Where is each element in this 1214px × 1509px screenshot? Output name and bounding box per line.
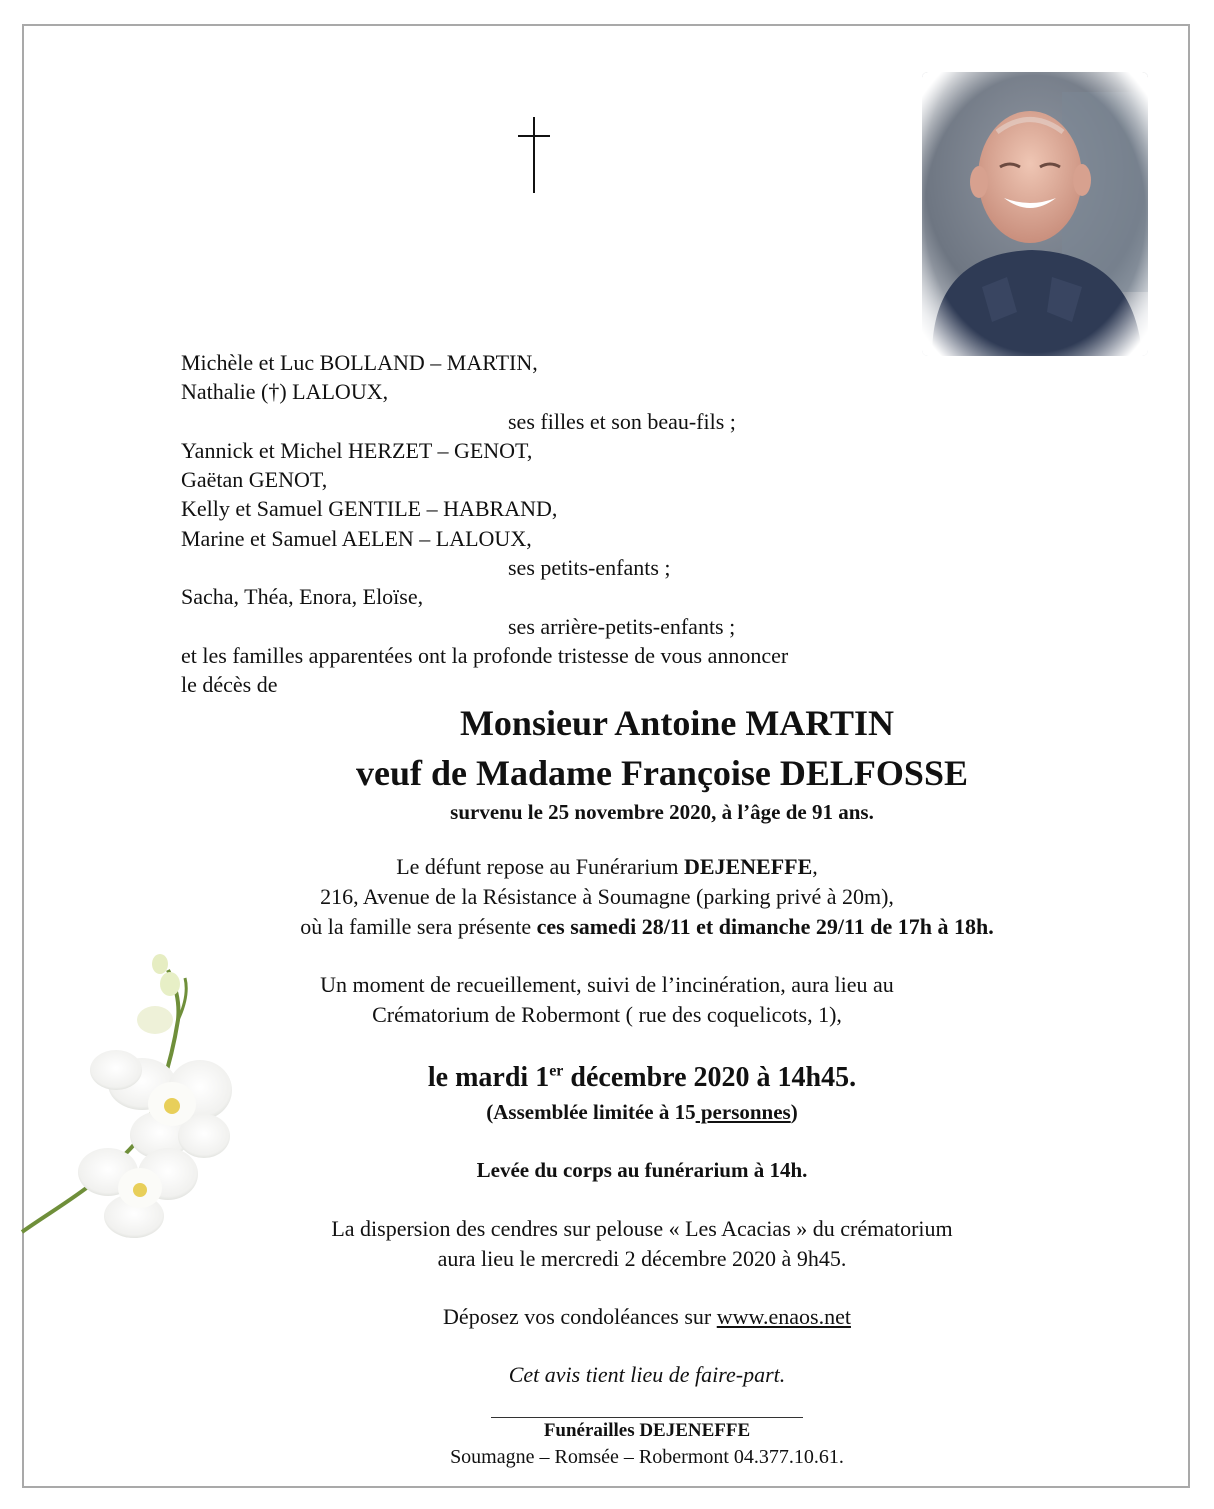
deceased-name: Monsieur Antoine MARTIN <box>459 703 895 743</box>
repose-visiting-hours: où la famille sera présente ces samedi 28/11 et dimanche 29/11 de 17h à 18h. <box>300 914 994 939</box>
family-line: Gaëtan GENOT, <box>181 467 328 493</box>
funeral-company: Funérailles DEJENEFFE <box>543 1420 751 1441</box>
signature-rule <box>491 1417 803 1418</box>
family-line: Yannick et Michel HERZET – GENOT, <box>181 437 533 463</box>
family-line: Sacha, Théa, Enora, Eloïse, <box>181 584 424 610</box>
cross-icon <box>518 117 550 193</box>
condolences-link[interactable]: www.enaos.net <box>716 1304 851 1329</box>
ceremony-date: le mardi 1er décembre 2020 à 14h45. <box>427 1062 857 1093</box>
family-line: Nathalie (†) LALOUX, <box>181 379 389 405</box>
family-line: et les familles apparentées ont la profonde tristesse de vous annoncer <box>181 642 789 668</box>
deceased-portrait <box>922 72 1148 356</box>
repose-line-1: Le défunt repose au Funérarium DEJENEFFE, <box>396 854 818 879</box>
orchid-illustration <box>20 950 260 1250</box>
family-line: ses filles et son beau-fils ; <box>508 408 736 434</box>
repose-address: 216, Avenue de la Résistance à Soumagne (parking privé à 20m), <box>320 884 894 909</box>
widower-of: veuf de Madame Françoise DELFOSSE <box>356 753 968 793</box>
dispersion-line-1: La dispersion des cendres sur pelouse « Les Acacias » du crématorium <box>331 1216 953 1241</box>
condolences-line: Déposez vos condoléances sur www.enaos.net <box>443 1304 851 1329</box>
ceremony-line-1: Un moment de recueillement, suivi de l’incinération, aura lieu au <box>320 972 894 997</box>
faire-part-note: Cet avis tient lieu de faire-part. <box>508 1362 786 1387</box>
family-line: ses petits-enfants ; <box>508 555 671 581</box>
dispersion-line-2: aura lieu le mercredi 2 décembre 2020 à 9h45. <box>437 1246 847 1271</box>
ceremony-line-2: Crématorium de Robermont ( rue des coquelicots, 1), <box>372 1002 842 1027</box>
attendance-limit: (Assemblée limitée à 15 personnes) <box>486 1100 798 1124</box>
family-line: ses arrière-petits-enfants ; <box>508 613 736 639</box>
family-list <box>181 348 941 700</box>
family-line: Michèle et Luc BOLLAND – MARTIN, <box>181 350 538 375</box>
family-line: Kelly et Samuel GENTILE – HABRAND, <box>181 496 558 522</box>
family-line: Marine et Samuel AELEN – LALOUX, <box>181 525 532 551</box>
family-line: le décès de <box>181 672 278 698</box>
death-date-age: survenu le 25 novembre 2020, à l’âge de 91 ans. <box>450 800 874 824</box>
funeral-locations: Soumagne – Romsée – Robermont 04.377.10.61. <box>450 1446 844 1468</box>
body-departure: Levée du corps au funérarium à 14h. <box>476 1158 808 1182</box>
